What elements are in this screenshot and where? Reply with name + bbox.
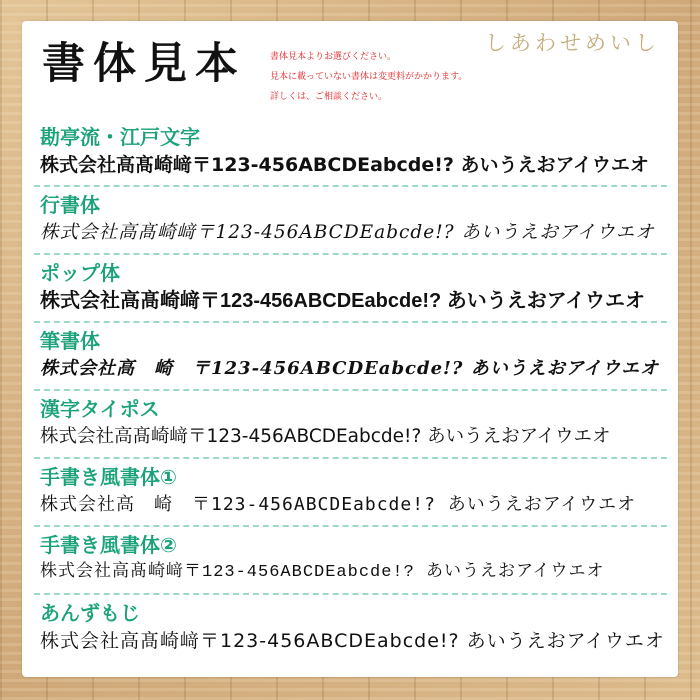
font-sample-text: 株式会社高髙崎﨑〒123-456ABCDEabcde!? あいうえおアイウエオ — [40, 426, 611, 447]
brand-logo-text: しあわせめいし — [485, 31, 660, 55]
dashed-divider — [34, 593, 667, 595]
font-sample-text: 株式会社高 崎 〒123-456ABCDEabcde!? あいうえおアイウエオ — [40, 358, 660, 379]
notice-line-3: 詳しくは、ご相談ください。 — [270, 92, 388, 102]
font-name: 手書き風書体① — [40, 465, 177, 489]
font-sample-kanji-typos — [34, 396, 667, 464]
font-sample-text: 株式会社高髙崎﨑〒123-456ABCDEabcde!? あいうえおアイウエオ — [40, 154, 649, 176]
font-sample-text: 株式会社高髙崎﨑〒123-456ABCDEabcde!? あいうえおアイウエオ — [40, 222, 655, 243]
dashed-divider — [34, 185, 667, 187]
font-name: 手書き風書体② — [40, 533, 177, 557]
font-sample-handwritten-1 — [34, 464, 667, 532]
font-name: ポップ体 — [40, 261, 120, 285]
dashed-divider — [34, 389, 667, 391]
notice-line-2: 見本に載っていない書体は変更料がかかります。 — [270, 72, 468, 82]
font-name: あんずもじ — [40, 601, 140, 625]
dashed-divider — [34, 525, 667, 527]
font-sample-gyosho — [34, 192, 667, 260]
notice-text — [270, 47, 670, 107]
font-sample-fude — [34, 328, 667, 396]
dashed-divider — [34, 253, 667, 255]
font-name: 勘亭流・江戸文字 — [40, 125, 200, 149]
font-sample-handwritten-2 — [34, 532, 667, 600]
font-sample-text: 株式会社高髙崎﨑〒123-456ABCDEabcde!? あいうえおアイウエオ — [40, 563, 605, 582]
font-sample-text: 株式会社高髙崎﨑〒123-456ABCDEabcde!? あいうえおアイウエオ — [40, 290, 645, 312]
dashed-divider — [34, 321, 667, 323]
font-sample-kantei — [34, 124, 667, 192]
font-sample-list — [34, 124, 667, 668]
font-name: 行書体 — [40, 193, 100, 217]
font-name: 筆書体 — [40, 329, 100, 353]
notice-line-1: 書体見本よりお選びください。 — [270, 52, 397, 62]
dashed-divider — [34, 457, 667, 459]
font-name: 漢字タイポス — [40, 397, 160, 421]
font-sample-text: 株式会社高髙崎﨑〒123-456ABCDEabcde!? あいうえおアイウエオ — [40, 630, 665, 652]
page-title: 書体見本 — [42, 39, 246, 89]
font-sample-pop — [34, 260, 667, 328]
font-sample-text: 株式会社高 崎 〒123-456ABCDEabcde!? あいうえおアイウエオ — [40, 494, 637, 515]
font-sample-card — [22, 21, 678, 677]
font-sample-anzu — [34, 600, 667, 668]
